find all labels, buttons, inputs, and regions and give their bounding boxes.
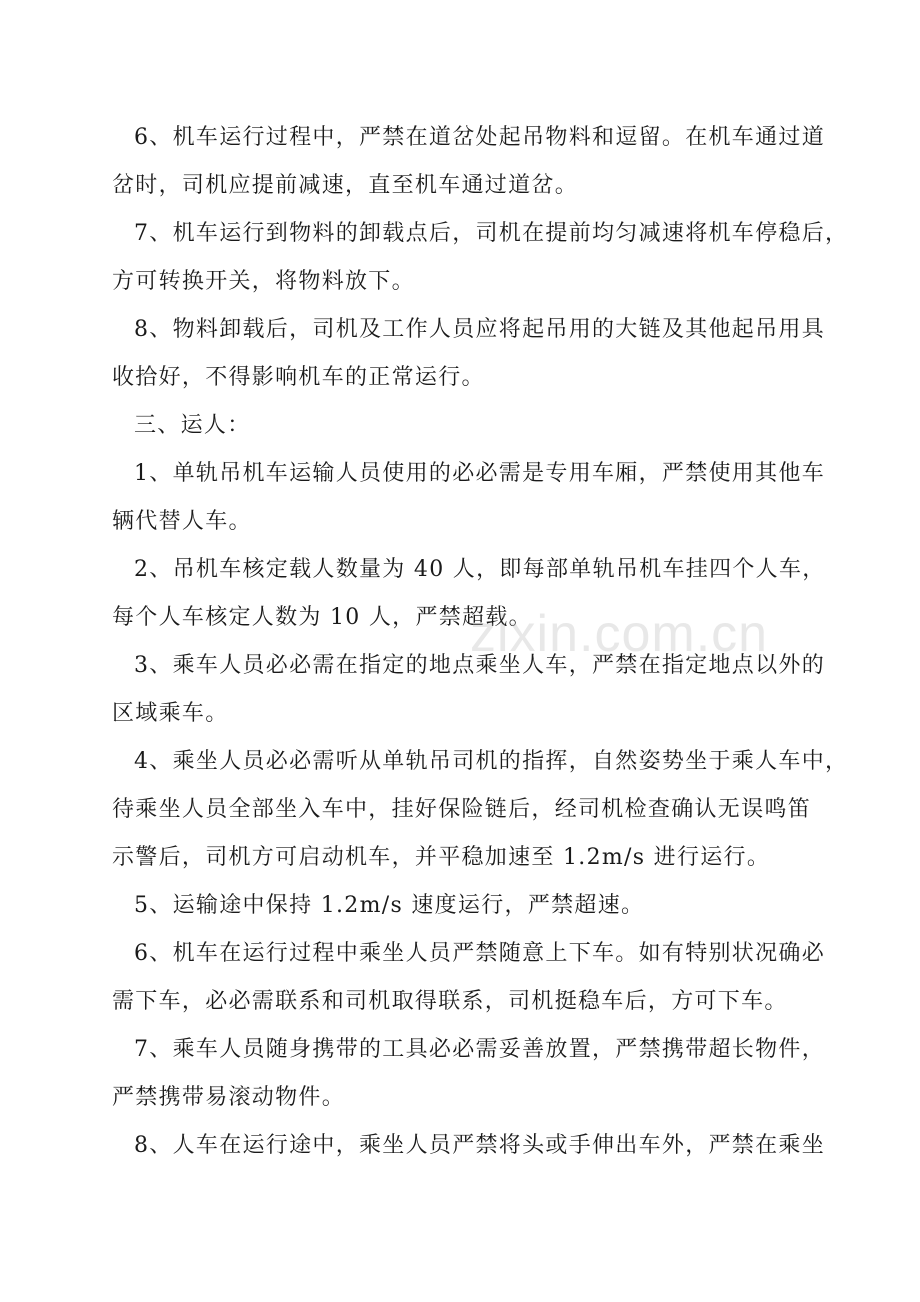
item-6-line-2: 需下车，必必需联系和司机取得联系，司机挺稳车后，方可下车。 (112, 989, 788, 1014)
paragraph-7-line-1: 7、机车运行到物料的卸载点后，司机在提前均匀减速将机车停稳后， (134, 221, 849, 246)
item-1-line-1: 1、单轨吊机车运输人员使用的必必需是专用车厢，严禁使用其他车 (134, 461, 825, 486)
item-3-line-1: 3、乘车人员必必需在指定的地点乘坐人车，严禁在指定地点以外的 (134, 653, 825, 678)
item-5-line-1: 5、运输途中保持 1.2m/s 速度运行，严禁超速。 (134, 893, 645, 918)
item-2-line-1: 2、吊机车核定载人数量为 40 人，即每部单轨吊机车挂四个人车， (134, 557, 826, 582)
item-3-line-2: 区域乘车。 (112, 701, 229, 726)
paragraph-8-line-1: 8、物料卸载后，司机及工作人员应将起吊用的大链及其他起吊用具 (134, 317, 825, 342)
paragraph-6-line-2: 岔时，司机应提前减速，直至机车通过道岔。 (112, 173, 579, 198)
item-4-line-2: 待乘坐人员全部坐入车中，挂好保险链后，经司机检查确认无误鸣笛 (112, 797, 812, 822)
item-7-line-1: 7、乘车人员随身携带的工具必必需妥善放置，严禁携带超长物件， (134, 1037, 825, 1062)
paragraph-6-line-1: 6、机车运行过程中，严禁在道岔处起吊物料和逗留。在机车通过道 (134, 125, 825, 150)
section-heading: 三、运人： (134, 413, 251, 438)
item-8-line-1: 8、人车在运行途中，乘坐人员严禁将头或手伸出车外，严禁在乘坐 (134, 1133, 825, 1158)
item-4-line-1: 4、乘坐人员必必需听从单轨吊司机的指挥，自然姿势坐于乘人车中， (134, 749, 849, 774)
watermark: zixin.com.cn (470, 605, 769, 663)
item-2-line-2: 每个人车核定人数为 10 人，严禁超载。 (112, 605, 532, 630)
paragraph-8-line-2: 收拾好，不得影响机车的正常运行。 (112, 365, 485, 390)
item-6-line-1: 6、机车在运行过程中乘坐人员严禁随意上下车。如有特别状况确必 (134, 941, 825, 966)
item-4-line-3: 示警后，司机方可启动机车，并平稳加速至 1.2m/s 进行运行。 (112, 845, 771, 870)
paragraph-7-line-2: 方可转换开关，将物料放下。 (112, 269, 415, 294)
item-7-line-2: 严禁携带易滚动物件。 (112, 1085, 346, 1110)
item-1-line-2: 辆代替人车。 (112, 509, 252, 534)
